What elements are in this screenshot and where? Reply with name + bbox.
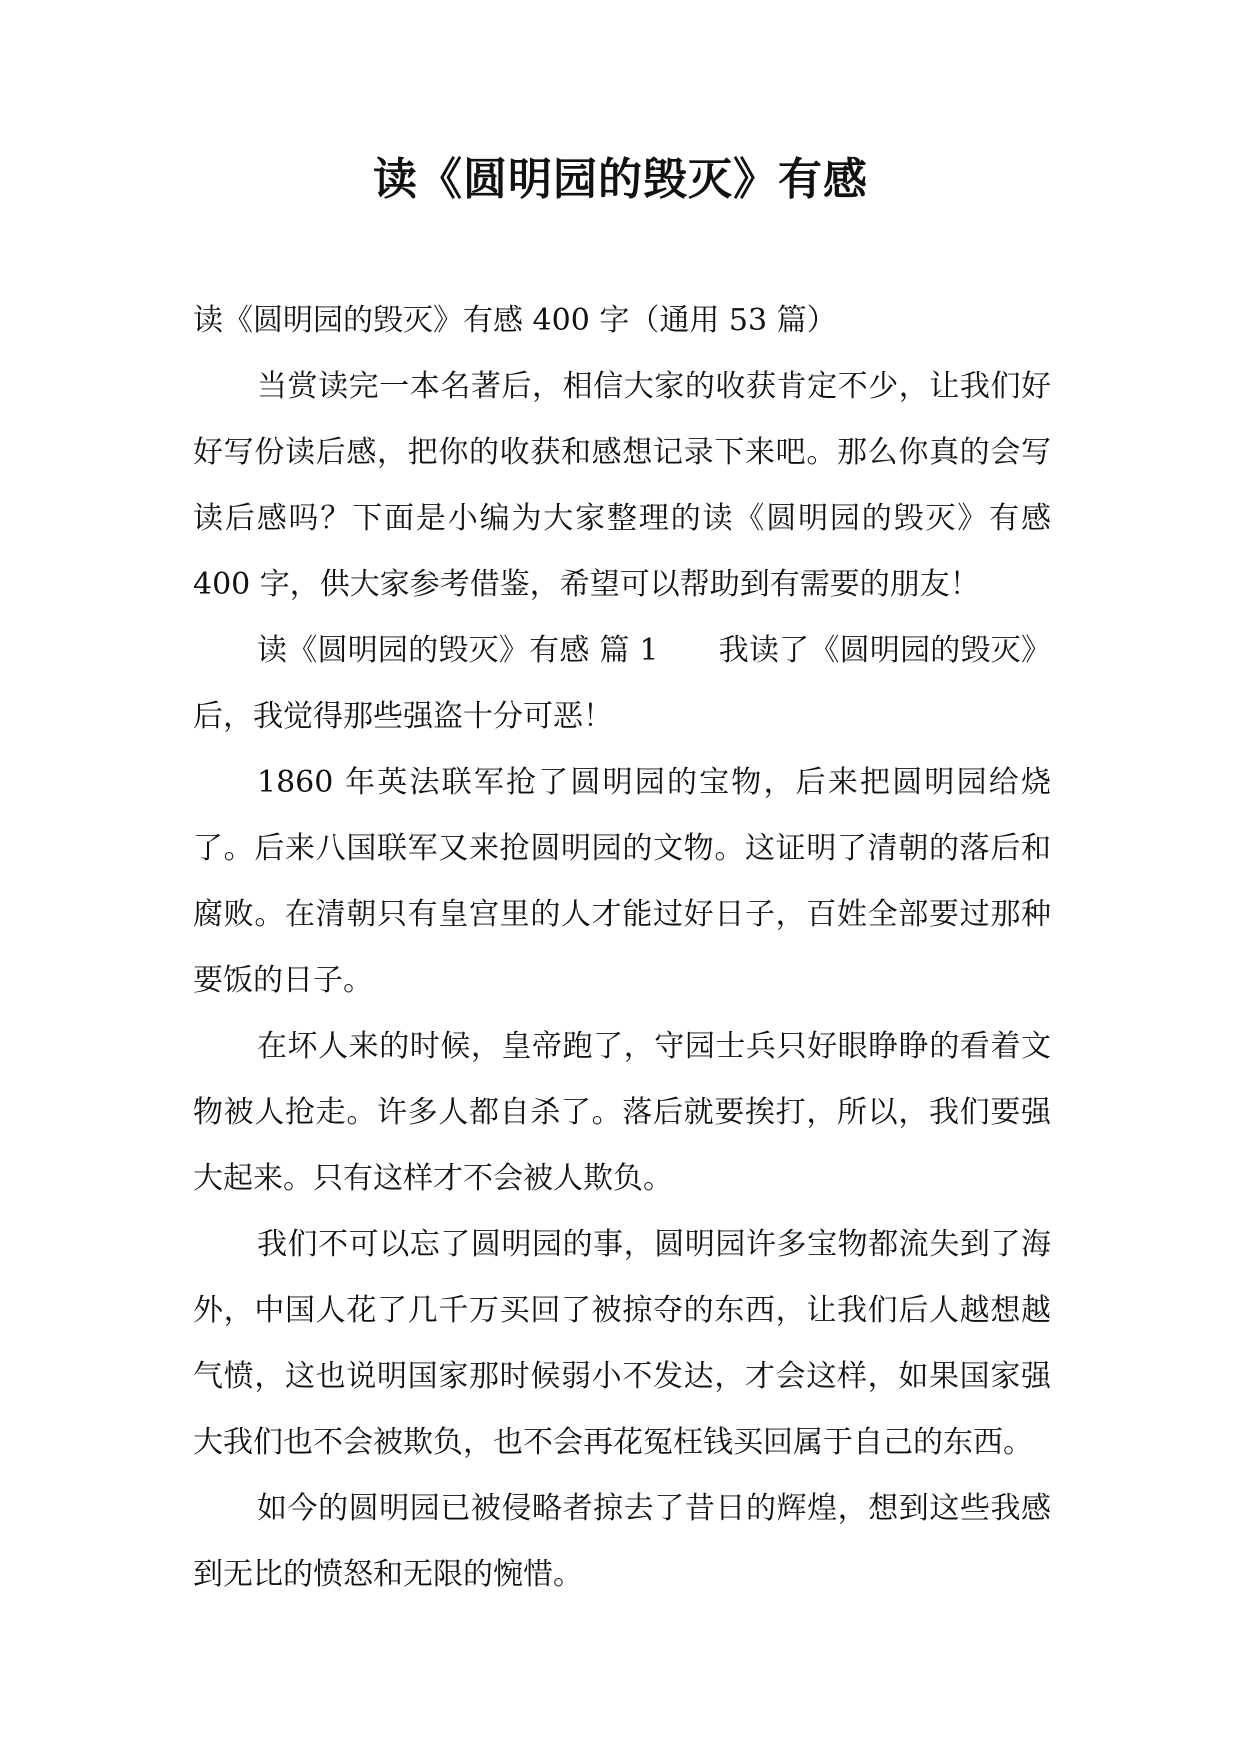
document-body — [193, 288, 1051, 1608]
intro-paragraph: 当赏读完一本名著后，相信大家的收获肯定不少，让我们好好写份读后感，把你的收获和感想记录下来吧。那么你真的会写读后感吗？下面是小编为大家整理的读《圆明园的毁灭》有感 400 字，供大家参考借鉴，希望可以帮助到有需要的朋友！ — [193, 369, 1051, 602]
body-paragraph: 我们不可以忘了圆明园的事，圆明园许多宝物都流失到了海外，中国人花了几千万买回了被掠夺的东西，让我们后人越想越气愤，这也说明国家那时候弱小不发达，才会这样，如果国家强大我们也不会被欺负，也不会再花冤枉钱买回属于自己的东西。 — [193, 1227, 1051, 1460]
body-paragraph: 1860 年英法联军抢了圆明园的宝物，后来把圆明园给烧了。后来八国联军又来抢圆明园的文物。这证明了清朝的落后和腐败。在清朝只有皇宫里的人才能过好日子，百姓全部要过那种要饭的日子。 — [193, 765, 1051, 998]
document-subtitle: 读《圆明园的毁灭》有感 400 字（通用 53 篇） — [193, 303, 837, 338]
section-heading: 读《圆明园的毁灭》有感 篇 1 — [257, 633, 659, 668]
body-paragraph: 如今的圆明园已被侵略者掠去了昔日的辉煌，想到这些我感到无比的愤怒和无限的惋惜。 — [193, 1491, 1051, 1592]
document-title: 读《圆明园的毁灭》有感 — [373, 154, 868, 205]
section-first-text: 我读了《圆明园的毁灭》后，我觉得那些强盗十分可恶！ — [193, 633, 1052, 734]
section-first-paragraph — [193, 618, 1051, 750]
body-paragraph: 在坏人来的时候，皇帝跑了，守园士兵只好眼睁睁的看着文物被人抢走。许多人都自杀了。落后就要挨打，所以，我们要强大起来。只有这样才不会被人欺负。 — [193, 1029, 1051, 1196]
